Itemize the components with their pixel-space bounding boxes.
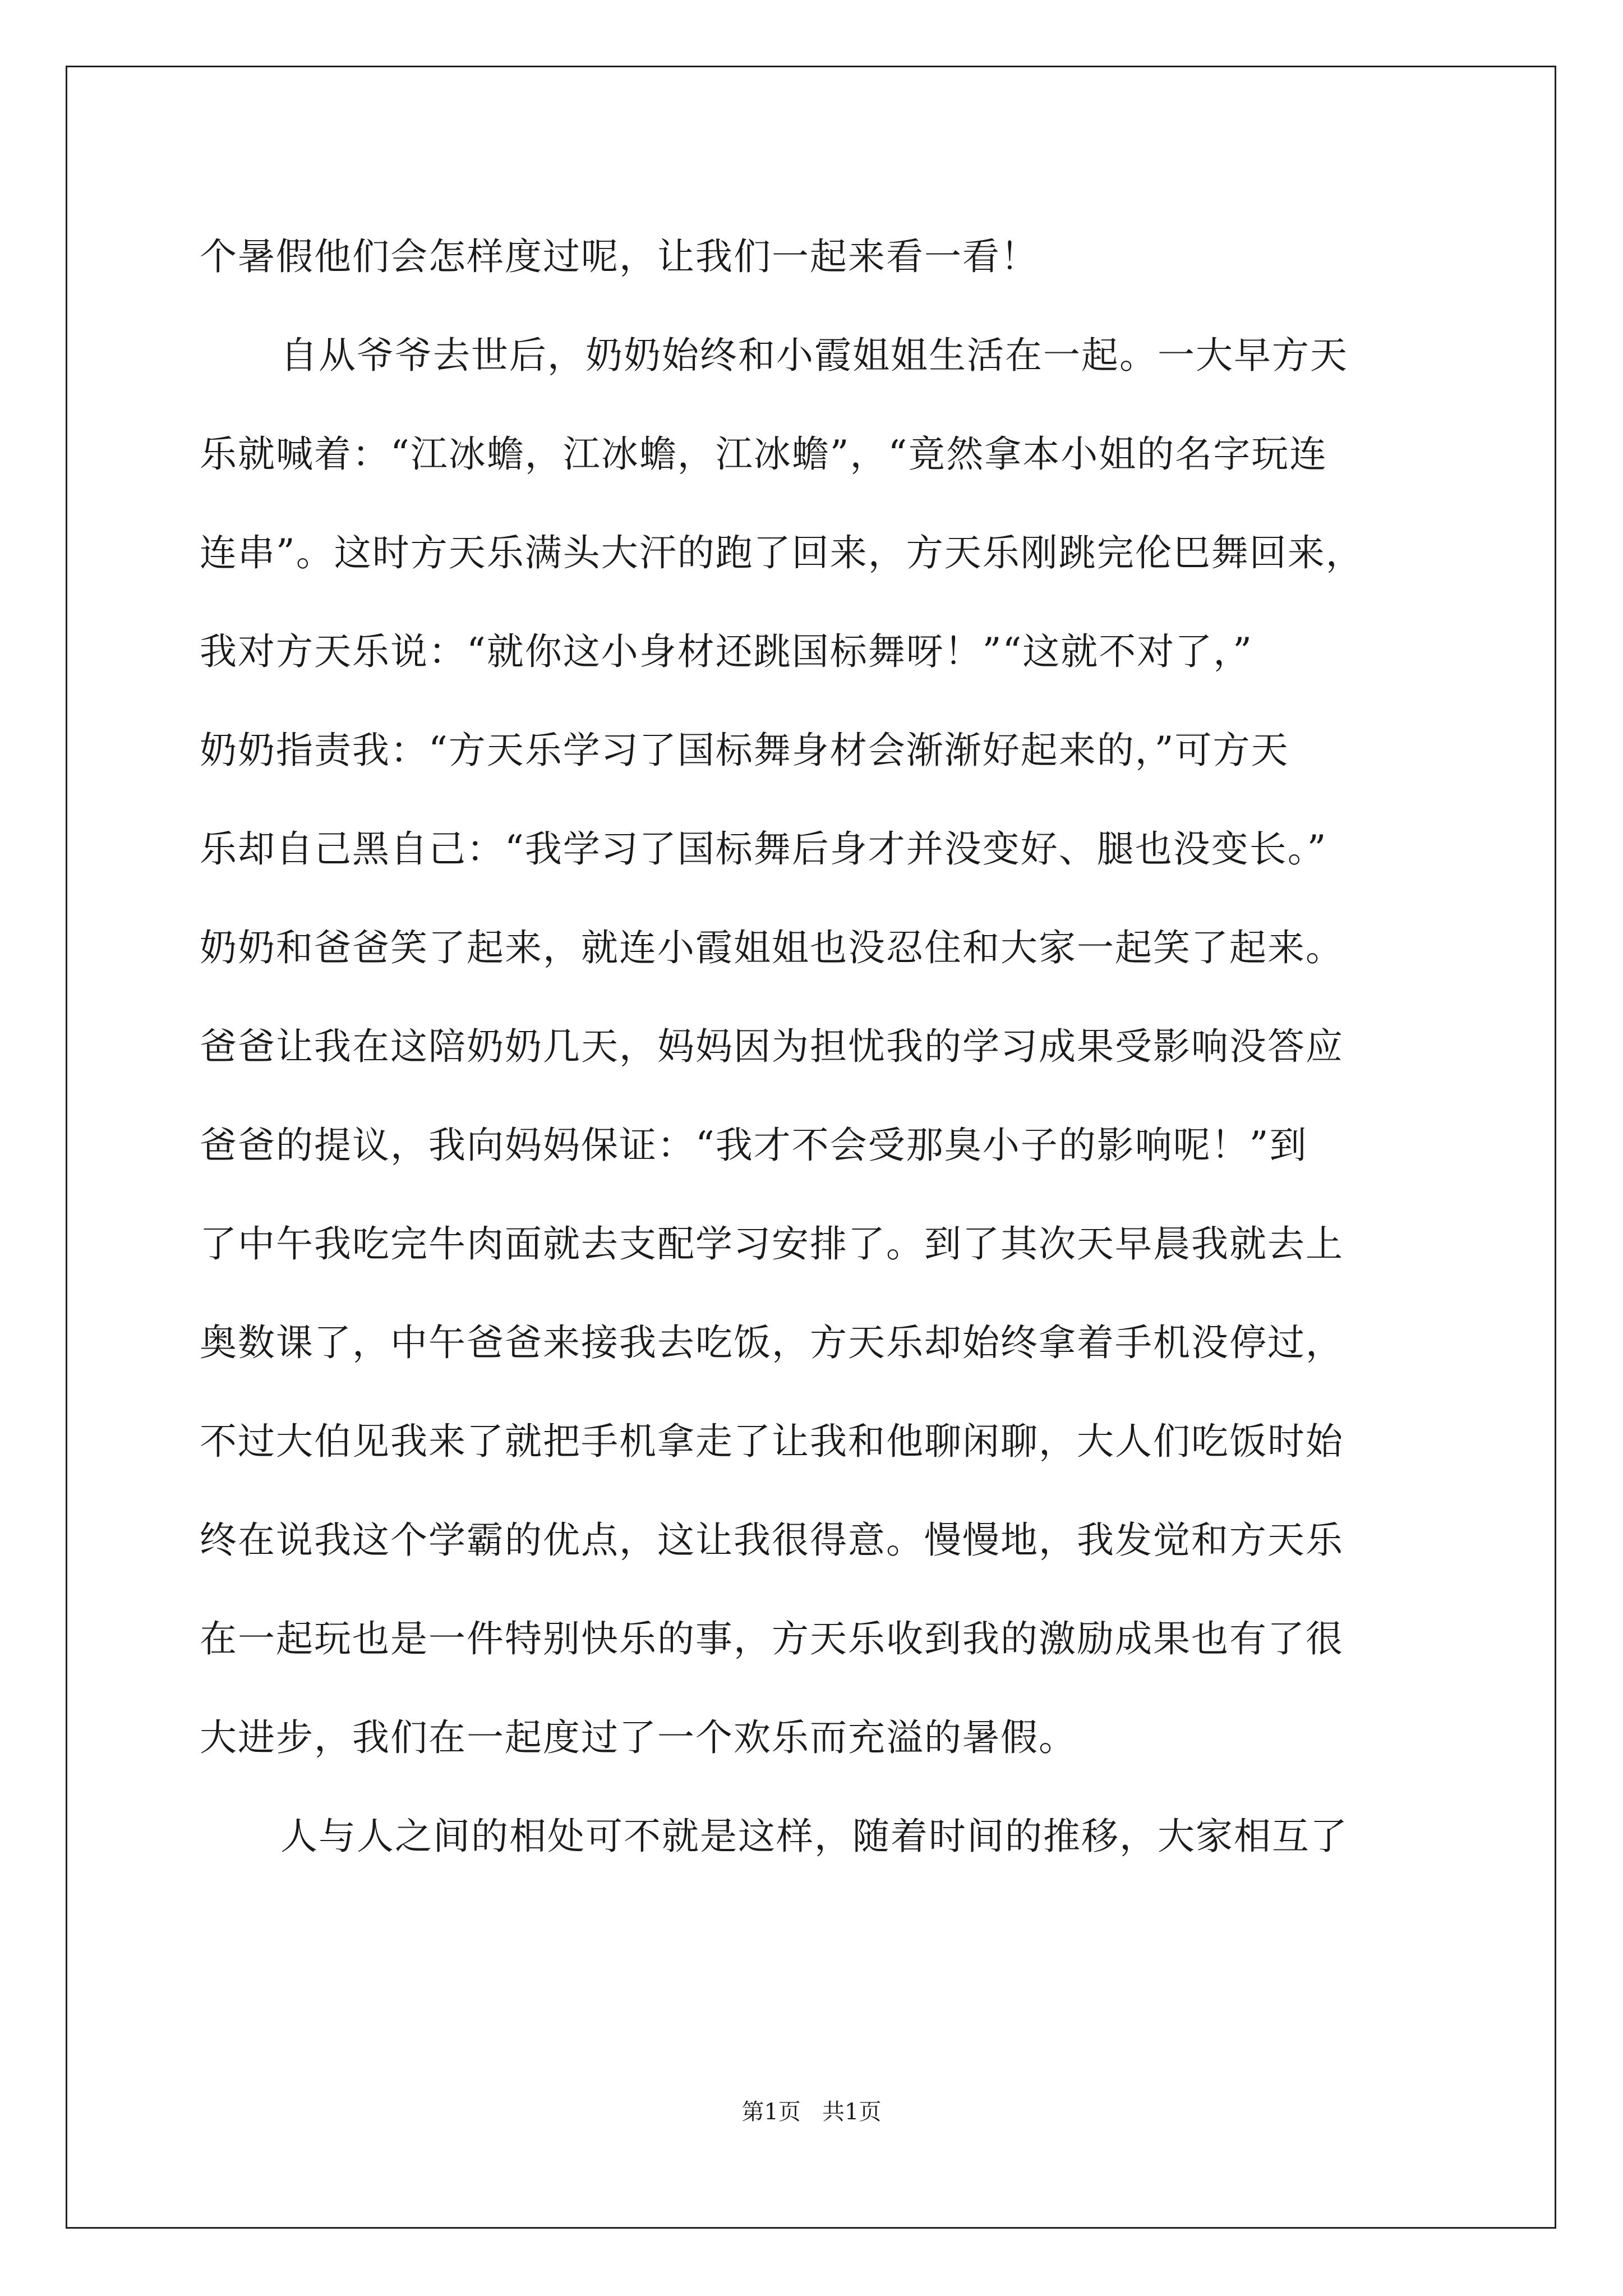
text-line: 爸爸让我在这陪奶奶几天，妈妈因为担忧我的学习成果受影响没答应 bbox=[200, 1025, 1344, 1068]
text-line: 不过大伯见我来了就把手机拿走了让我和他聊闲聊，大人们吃饭时始 bbox=[200, 1420, 1344, 1463]
text-line: 奥数课了，中午爸爸来接我去吃饭，方天乐却始终拿着手机没停过， bbox=[200, 1321, 1344, 1364]
text-line: 爸爸的提议，我向妈妈保证：“我才不会受那臭小子的影响呢！”到 bbox=[200, 1124, 1308, 1167]
text-line: 个暑假他们会怎样度过呢，让我们一起来看一看！ bbox=[200, 235, 1039, 278]
text-line: 连串”。这时方天乐满头大汗的跑了回来，方天乐刚跳完伦巴舞回来， bbox=[200, 531, 1364, 574]
text-line: 乐却自己黑自己：“我学习了国标舞后身才并没变好、腿也没变长。” bbox=[200, 827, 1327, 871]
text-line: 奶奶和爸爸笑了起来，就连小霞姐姐也没忍住和大家一起笑了起来。 bbox=[200, 926, 1344, 969]
text-line: 了中午我吃完牛肉面就去支配学习安排了。到了其次天早晨我就去上 bbox=[200, 1222, 1344, 1266]
text-line: 我对方天乐说：“就你这小身材还跳国标舞呀！”“这就不对了，” bbox=[200, 630, 1253, 673]
text-line: 终在说我这个学霸的优点，这让我很得意。慢慢地，我发觉和方天乐 bbox=[200, 1519, 1344, 1562]
page-footer: 第1页 共1页 bbox=[741, 2099, 882, 2125]
document-body bbox=[200, 208, 1433, 1886]
text-line: 在一起玩也是一件特别快乐的事，方天乐收到我的激励成果也有了很 bbox=[200, 1617, 1344, 1660]
text-line: 自从爷爷去世后，奶奶始终和小霞姐姐生活在一起。一大早方天 bbox=[280, 334, 1348, 377]
text-line: 乐就喊着：“江冰蟾，江冰蟾，江冰蟾”，“竟然拿本小姐的名字玩连 bbox=[200, 432, 1328, 476]
text-line: 奶奶指责我：“方天乐学习了国标舞身材会渐渐好起来的，”可方天 bbox=[200, 729, 1289, 772]
text-line: 人与人之间的相处可不就是这样，随着时间的推移，大家相互了 bbox=[280, 1815, 1348, 1858]
text-line: 大进步，我们在一起度过了一个欢乐而充溢的暑假。 bbox=[200, 1716, 1077, 1759]
